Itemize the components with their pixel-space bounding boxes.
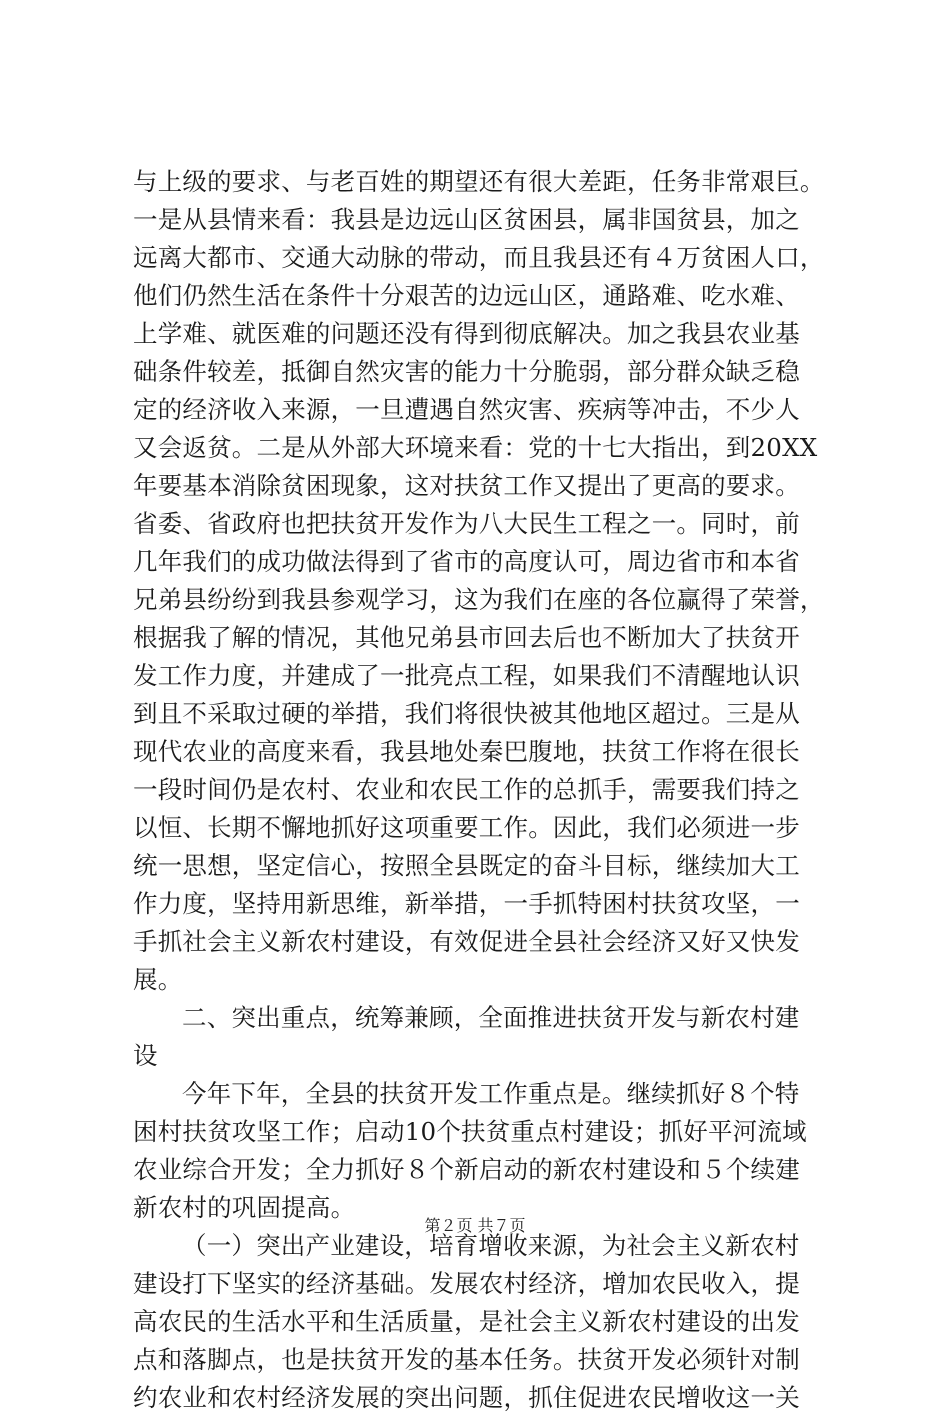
text-line: 一段时间仍是农村、农业和农民工作的总抓手，需要我们持之: [133, 775, 800, 804]
paragraph: [133, 999, 833, 1075]
text-line: 手抓社会主义新农村建设，有效促进全县社会经济又好又快发: [133, 927, 800, 956]
text-line: 二、突出重点，统筹兼顾，全面推进扶贫开发与新农村建: [182, 1003, 800, 1032]
text-line: 省委、省政府也把扶贫开发作为八大民生工程之一。同时，前: [133, 509, 800, 538]
text-line: 点和落脚点，也是扶贫开发的基本任务。扶贫开发必须针对制: [133, 1345, 800, 1374]
text-line: 与上级的要求、与老百姓的期望还有很大差距，任务非常艰巨。: [133, 167, 825, 196]
text-line: 展。: [133, 965, 183, 994]
text-line: 新农村的巩固提高。: [133, 1193, 356, 1222]
text-line: 以恒、长期不懈地抓好这项重要工作。因此，我们必须进一步: [133, 813, 800, 842]
text-line: 兄弟县纷纷到我县参观学习，这为我们在座的各位赢得了荣誉，: [133, 585, 825, 614]
text-line: 又会返贫。二是从外部大环境来看：党的十七大指出，到20XX: [133, 433, 818, 462]
text-line: 发工作力度，并建成了一批亮点工程，如果我们不清醒地认识: [133, 661, 800, 690]
text-line: 到且不采取过硬的举措，我们将很快被其他地区超过。三是从: [133, 699, 800, 728]
text-line: 上学难、就医难的问题还没有得到彻底解决。加之我县农业基: [133, 319, 800, 348]
text-line: 定的经济收入来源，一旦遭遇自然灾害、疾病等冲击，不少人: [133, 395, 800, 424]
text-line: 作力度，坚持用新思维，新举措，一手抓特困村扶贫攻坚，一: [133, 889, 800, 918]
text-line: 今年下年，全县的扶贫开发工作重点是。继续抓好８个特: [182, 1079, 800, 1108]
page-footer: 第２页 共７页: [424, 1216, 526, 1235]
paragraph: [133, 1075, 833, 1227]
text-line: 设: [133, 1041, 158, 1070]
text-line: 高农民的生活水平和生活质量，是社会主义新农村建设的出发: [133, 1307, 800, 1336]
text-line: 现代农业的高度来看，我县地处秦巴腹地，扶贫工作将在很长: [133, 737, 800, 766]
text-line: 他们仍然生活在条件十分艰苦的边远山区，通路难、吃水难、: [133, 281, 800, 310]
text-line: 农业综合开发；全力抓好８个新启动的新农村建设和５个续建: [133, 1155, 800, 1184]
text-line: 几年我们的成功做法得到了省市的高度认可，周边省市和本省: [133, 547, 800, 576]
text-line: 约农业和农村经济发展的突出问题，抓住促进农民增收这一关: [133, 1383, 800, 1412]
paragraph: [133, 163, 833, 999]
text-line: 一是从县情来看：我县是边远山区贫困县，属非国贫县，加之: [133, 205, 800, 234]
text-line: 困村扶贫攻坚工作；启动10个扶贫重点村建设；抓好平河流域: [133, 1117, 807, 1146]
text-line: 础条件较差，抵御自然灾害的能力十分脆弱，部分群众缺乏稳: [133, 357, 800, 386]
text-line: 根据我了解的情况，其他兄弟县市回去后也不断加大了扶贫开: [133, 623, 800, 652]
text-line: （一）突出产业建设，培育增收来源，为社会主义新农村: [182, 1231, 800, 1260]
text-line: 远离大都市、交通大动脉的带动，而且我县还有４万贫困人口，: [133, 243, 825, 272]
paragraph: [133, 1227, 833, 1417]
text-line: 统一思想，坚定信心，按照全县既定的奋斗目标，继续加大工: [133, 851, 800, 880]
text-line: 年要基本消除贫困现象，这对扶贫工作又提出了更高的要求。: [133, 471, 800, 500]
text-line: 建设打下坚实的经济基础。发展农村经济，增加农民收入，提: [133, 1269, 800, 1298]
